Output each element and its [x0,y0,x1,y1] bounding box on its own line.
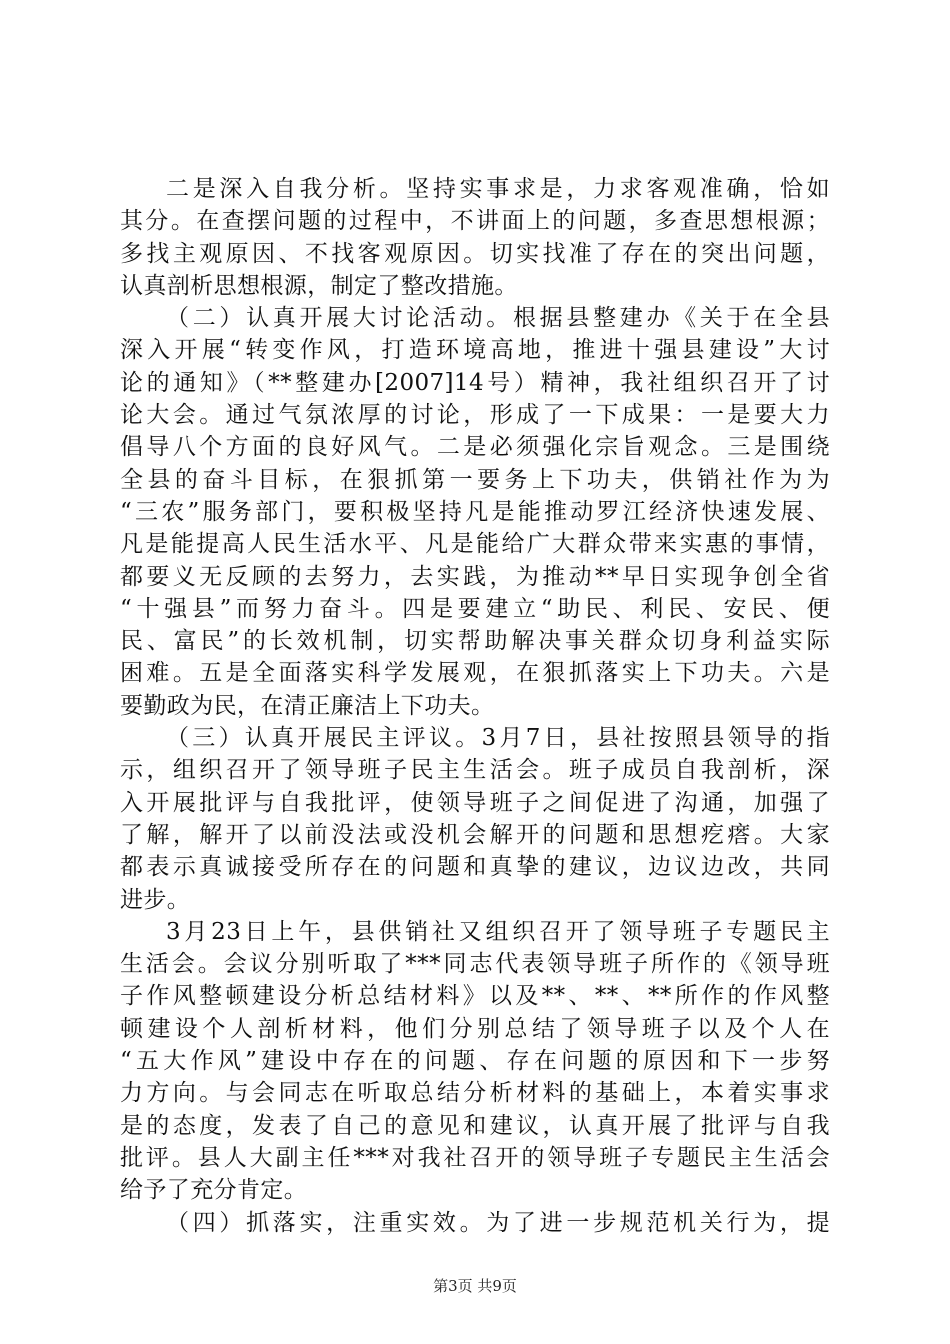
text-line: 全县的奋斗目标，在狠抓第一要务上下功夫，供销社作为为 [120,466,830,493]
text-line: 了解，解开了以前没法或没机会解开的问题和思想疙瘩。大家 [120,821,830,848]
text-line: 3月23日上午，县供销社又组织召开了领导班子专题民主 [166,918,830,945]
text-line: 多找主观原因、不找客观原因。切实找准了存在的突出问题， [120,240,830,267]
text-line: 批评。县人大副主任***对我社召开的领导班子专题民主生活会 [120,1144,830,1171]
text-line: （二）认真开展大讨论活动。根据县整建办《关于在全县 [166,305,830,332]
text-line: 凡是能提高人民生活水平、凡是能给广大群众带来实惠的事情， [120,531,830,558]
text-line: 进步。 [120,886,191,913]
text-line: 力方向。与会同志在听取总结分析材料的基础上，本着实事求 [120,1080,830,1107]
text-line: 顿建设个人剖析材料，他们分别总结了领导班子以及个人在 [120,1015,830,1042]
text-line: “五大作风”建设中存在的问题、存在问题的原因和下一步努 [120,1048,830,1075]
text-line: 生活会。会议分别听取了***同志代表领导班子所作的《领导班 [120,951,830,978]
text-line: 民、富民”的长效机制，切实帮助解决事关群众切身利益实际 [120,628,830,655]
text-line: 要勤政为民，在清正廉洁上下功夫。 [120,692,495,719]
text-line: （四）抓落实，注重实效。为了进一步规范机关行为，提 [166,1209,830,1236]
paragraph [120,1207,830,1239]
text-line: 二是深入自我分析。坚持实事求是，力求客观准确，恰如 [166,176,830,202]
text-line: 示，组织召开了领导班子民主生活会。班子成员自我剖析，深 [120,757,830,784]
text-line: 都要义无反顾的去努力，去实践，为推动**早日实现争创全省 [120,563,830,590]
text-line: 都表示真诚接受所存在的问题和真挚的建议，边议边改，共同 [120,854,830,881]
paragraph [120,302,830,722]
text-line: （三）认真开展民主评议。3月7日，县社按照县领导的指 [166,725,830,752]
paragraph [120,722,830,916]
text-line: 论大会。通过气氛浓厚的讨论，形成了一下成果：一是要大力 [120,402,830,429]
text-line: 入开展批评与自我批评，使领导班子之间促进了沟通，加强了 [120,789,830,816]
text-line: 是的态度，发表了自己的意见和建议，认真开展了批评与自我 [120,1112,830,1139]
paragraph [120,916,830,1207]
paragraph [120,173,830,302]
document-body [120,173,830,1239]
text-line: “三农”服务部门，要积极坚持凡是能推动罗江经济快速发展、 [120,498,830,525]
text-line: 其分。在查摆问题的过程中，不讲面上的问题，多查思想根源； [120,208,830,235]
text-line: 给予了充分肯定。 [120,1177,308,1204]
text-line: 困难。五是全面落实科学发展观，在狠抓落实上下功夫。六是 [120,660,830,687]
text-line: 倡导八个方面的良好风气。二是必须强化宗旨观念。三是围绕 [120,434,830,461]
text-line: 子作风整顿建设分析总结材料》以及**、**、**所作的作风整 [120,983,830,1010]
text-line: “十强县”而努力奋斗。四是要建立“助民、利民、安民、便 [120,595,830,622]
text-line: 深入开展“转变作风，打造环境高地，推进十强县建设”大讨 [120,337,830,364]
text-line: 认真剖析思想根源，制定了整改措施。 [120,272,518,299]
page-footer: 第3页 共9页 [433,1277,517,1295]
text-line: 论的通知》（**整建办[2007]14号）精神，我社组织召开了讨 [120,369,830,396]
